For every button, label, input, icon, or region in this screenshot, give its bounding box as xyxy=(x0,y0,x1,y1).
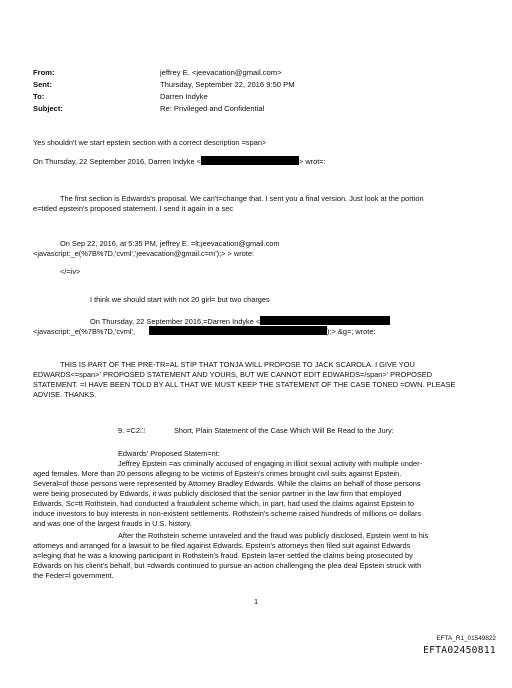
statement-line-10: a=leging that he was a knowing participant in Rothstein's fraud. Epstein la=er settled the claims being prosecuted by xyxy=(33,551,413,560)
statement-line-7: and was one of the largest frauds in U.S. history. xyxy=(33,519,192,528)
statement-line-9: attorneys and arranged for a lawsuit to be filed against Edwards. Epstein's attorneys then filed suit against Edwards xyxy=(33,541,411,550)
footer-large-id: EFTA02450811 xyxy=(423,645,496,656)
quote-header-3-js: <javascript:_e(%7B%7D,'cvml', xyxy=(33,327,136,336)
subject-value: Re: Privileged and Confidential xyxy=(160,104,265,113)
quote-header-1-end: > wrot=: xyxy=(298,157,326,166)
caps-line-1: THIS IS PART OF THE PRE-TR=AL STIP THAT TONJA WILL PROPOSE TO JACK SCAROLA. I GIVE YOU xyxy=(60,360,415,369)
footer-small-id: EFTA_R1_01549822 xyxy=(436,635,496,642)
quote-header-2-line-1: On Sep 22, 2016, at 5:35 PM, jeffrey E. =lt;jeevacation@gmail.com xyxy=(60,239,280,248)
statement-line-3: Several=of those persons were represented by Attorney Bradley Edwards. While the claims on behalf of those persons xyxy=(33,479,421,488)
item-number: 9. =C2  xyxy=(118,426,146,435)
statement-line-5: Edwards, Sc=tt Rothstein, had conducted a fraudulent scheme which, in part, had used the claims against Epstein to xyxy=(33,499,415,508)
sent-value: Thursday, September 22, 2016 9:50 PM xyxy=(160,80,295,89)
statement-line-8: After the Rothstein scheme unraveled and the fraud was publicly disclosed, Epstein went to his xyxy=(118,531,429,540)
quoted-reply: I think we should start with not 20 girl= but two charges xyxy=(90,295,270,304)
statement-line-11: Edwards on his client's behalf, but =dwards continued to pursue an action challenging the plea deal Epstein struck with xyxy=(33,561,422,570)
statement-line-4: were being prosecuted by Edwards, it was publicly disclosed that the senior partner in the law firm that employed xyxy=(33,489,402,498)
paragraph-1-line-2: e=titled epstein's proposed statement. I send it again in a sec xyxy=(33,204,234,213)
item-title: Short, Plain Statement of the Case Which Will Be Read to the Jury: xyxy=(174,426,394,435)
redaction-box xyxy=(260,316,390,325)
statement-line-2: aged females. More than 20 persons alleging to be victims of Epstein's crimes brought civil suits against Epstein. xyxy=(33,469,402,478)
to-label: To: xyxy=(33,92,45,101)
quote-header-3-start: On Thursday, 22 September 2016,=Darren Indyke < xyxy=(90,317,261,326)
caps-line-3: STATEMENT. =I HAVE BEEN TOLD BY ALL THAT WE MUST KEEP THE STATEMENT OF THE CASE TONED =OWN. PLEASE xyxy=(33,380,456,389)
from-label: From: xyxy=(33,68,55,77)
redaction-box xyxy=(201,156,299,165)
quote-header-2-line-2: <javascript:_e(%7B%7D,'cvml','jeevacation@gmail.c=m');> > wrote: xyxy=(33,249,254,258)
page-number: 1 xyxy=(254,597,259,606)
div-close-tag: </=iv> xyxy=(60,267,81,276)
statement-line-12: the Feder=l government. xyxy=(33,571,114,580)
to-value: Darren Indyke xyxy=(160,92,208,101)
quote-header-1-start: On Thursday, 22 September 2016, Darren Indyke < xyxy=(33,157,201,166)
sent-label: Sent: xyxy=(33,80,52,89)
reply-line: Yes shouldn't we start epstein section with a correct description =span> xyxy=(33,138,267,147)
caps-line-4: ADVISE. THANKS. xyxy=(33,390,97,399)
quote-header-1 xyxy=(33,156,326,166)
statement-line-1: Jeffrey Epstein =as criminally accused of engaging in illicit sexual activity with multiple under- xyxy=(118,459,423,468)
caps-line-2: EDWARDS<=span>' PROPOSED STATEMENT AND YOURS, BUT WE CANNOT EDIT EDWARDS=/span>' PROPOSED xyxy=(33,370,433,379)
statement-line-6: induce investors to buy interests in non-existent settlements. Rothstein's scheme raised hundreds of millions o= dollars xyxy=(33,509,422,518)
edwards-heading: Edwards' Proposed Statem=nt: xyxy=(118,449,220,458)
quote-header-3-line-1 xyxy=(90,316,390,326)
subject-label: Subject: xyxy=(33,104,63,113)
quote-header-3-line-2 xyxy=(33,326,376,336)
paragraph-1-line-1: The first section is Edwards's proposal. We can't=change that. I sent you a final version. Just look at the portion xyxy=(60,194,424,203)
redaction-box xyxy=(149,326,327,335)
from-value: jeffrey E. <jeevacation@gmail.com> xyxy=(160,68,282,77)
quote-header-3-end: );> &g=; wrote: xyxy=(327,327,376,336)
